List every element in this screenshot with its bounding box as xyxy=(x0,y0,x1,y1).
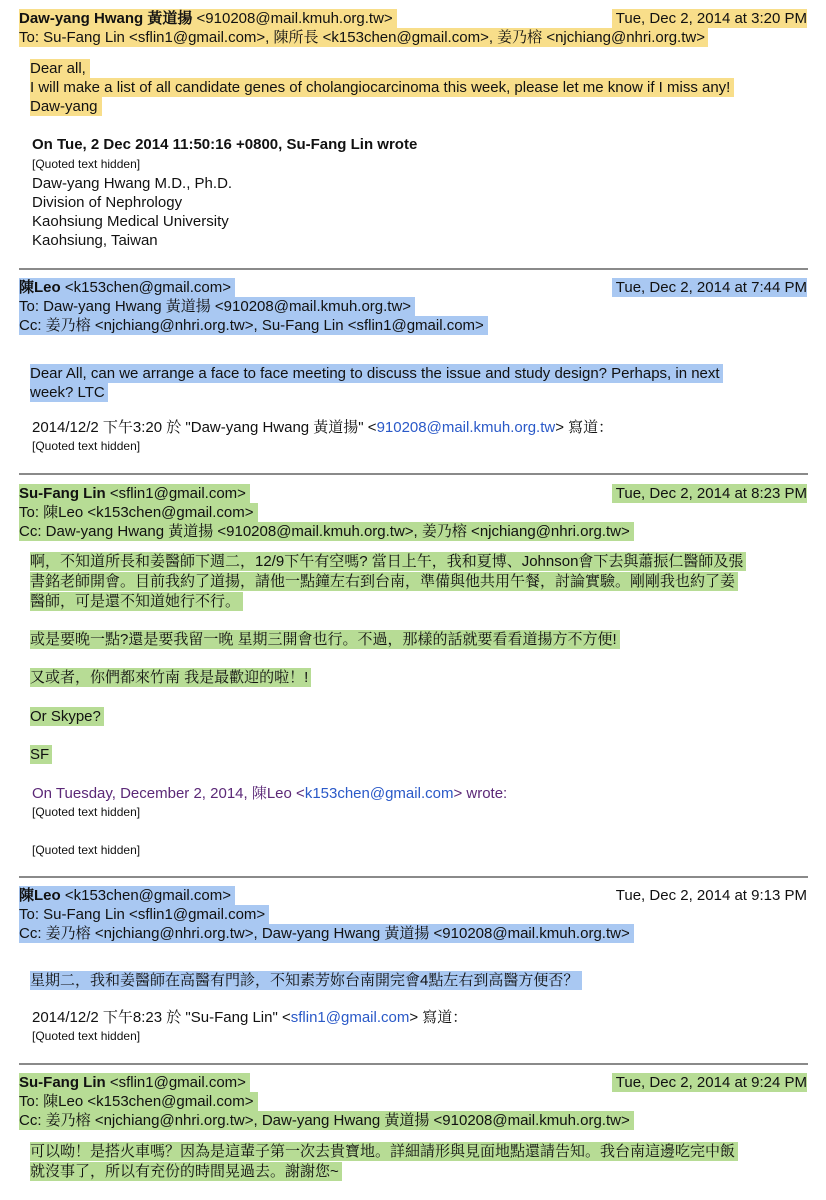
sender-name: Su-Fang Lin xyxy=(19,485,106,502)
reply-attribution xyxy=(32,418,613,437)
email-date: Tue, Dec 2, 2014 at 9:13 PM xyxy=(615,887,807,904)
email-date: Tue, Dec 2, 2014 at 8:23 PM xyxy=(612,484,807,503)
email-body-line: Daw-yang xyxy=(30,97,102,116)
email-link[interactable]: sflin1@gmail.com xyxy=(290,1009,410,1026)
email-body-line: 或是要晚一點?還是要我留一晚 星期三開會也行。不過，那樣的話就要看看道揚方不方便! xyxy=(30,630,620,649)
email-body-line: Dear all, xyxy=(30,59,90,78)
email-header-from xyxy=(19,278,235,297)
email-body-line: I will make a list of all candidate genes of cholangiocarcinoma this week, please let me know if I miss any! xyxy=(30,78,734,97)
quoted-text-hidden[interactable]: [Quoted text hidden] xyxy=(32,843,141,857)
sender-address: <sflin1@gmail.com> xyxy=(109,1074,246,1091)
email-cc: Cc: 姜乃榕 <njchiang@nhri.org.tw>, Daw-yang Hwang 黃道揚 <910208@mail.kmuh.org.tw> xyxy=(19,924,634,943)
signature-line: Kaohsiung, Taiwan xyxy=(32,232,158,249)
reply-attribution-text: On Tuesday, December 2, 2014, 陳Leo < xyxy=(32,785,305,802)
email-to: To: 陳Leo <k153chen@gmail.com> xyxy=(19,503,258,522)
email-to: To: Daw-yang Hwang 黃道揚 <910208@mail.kmuh.org.tw> xyxy=(19,297,415,316)
email-date: Tue, Dec 2, 2014 at 9:24 PM xyxy=(612,1073,807,1092)
email-to: To: Su-Fang Lin <sflin1@gmail.com>, 陳所長 <k153chen@gmail.com>, 姜乃榕 <njchiang@nhri.org.tw> xyxy=(19,28,708,47)
email-to: To: Su-Fang Lin <sflin1@gmail.com> xyxy=(19,905,269,924)
sender-name: Daw-yang Hwang 黃道揚 xyxy=(19,10,193,27)
email-body-line: 書銘老師開會。目前我約了道揚，請他一點鐘左右到台南，準備與他共用午餐，討論實驗。剛剛我也約了姜 xyxy=(30,572,738,591)
message-divider xyxy=(19,876,808,878)
email-body-line: 又或者，你們都來竹南 我是最歡迎的啦！! xyxy=(30,668,311,687)
email-header-from xyxy=(19,1073,250,1092)
email-body-line: week? LTC xyxy=(30,383,108,402)
email-body-line: 就沒事了，所以有充份的時間晃過去。謝謝您~ xyxy=(30,1162,342,1181)
reply-attribution xyxy=(32,784,507,803)
email-date: Tue, Dec 2, 2014 at 7:44 PM xyxy=(612,278,807,297)
sender-address: <k153chen@gmail.com> xyxy=(64,887,231,904)
email-cc: Cc: 姜乃榕 <njchiang@nhri.org.tw>, Daw-yang Hwang 黃道揚 <910208@mail.kmuh.org.tw> xyxy=(19,1111,634,1130)
quoted-text-hidden[interactable]: [Quoted text hidden] xyxy=(32,1029,141,1043)
email-to: To: 陳Leo <k153chen@gmail.com> xyxy=(19,1092,258,1111)
email-header-from xyxy=(19,484,250,503)
sender-name: 陳Leo xyxy=(19,887,61,904)
email-cc: Cc: 姜乃榕 <njchiang@nhri.org.tw>, Su-Fang Lin <sflin1@gmail.com> xyxy=(19,316,488,335)
message-divider xyxy=(19,473,808,475)
message-divider xyxy=(19,1063,808,1065)
email-body-line: Dear All, can we arrange a face to face meeting to discuss the issue and study design? Perhaps, in next xyxy=(30,364,723,383)
email-body-line: Or Skype? xyxy=(30,707,104,726)
sender-name: 陳Leo xyxy=(19,279,61,296)
quoted-text-hidden[interactable]: [Quoted text hidden] xyxy=(32,805,141,819)
sender-address: <910208@mail.kmuh.org.tw> xyxy=(196,10,393,27)
signature-line: Kaohsiung Medical University xyxy=(32,213,229,230)
sender-name: Su-Fang Lin xyxy=(19,1074,106,1091)
email-body-line: 醫師，可是還不知道她行不行。 xyxy=(30,592,243,611)
reply-attribution-text: 2014/12/2 下午3:20 於 "Daw-yang Hwang 黃道揚" < xyxy=(32,419,377,436)
sender-address: <sflin1@gmail.com> xyxy=(109,485,246,502)
email-header-from xyxy=(19,9,397,28)
email-body-line: SF xyxy=(30,745,52,764)
email-date: Tue, Dec 2, 2014 at 3:20 PM xyxy=(612,9,807,28)
quoted-text-hidden[interactable]: [Quoted text hidden] xyxy=(32,157,141,171)
reply-attribution-text: 2014/12/2 下午8:23 於 "Su-Fang Lin" < xyxy=(32,1009,291,1026)
reply-attribution-text: > 寫道： xyxy=(555,419,614,436)
reply-attribution-text: > 寫道： xyxy=(409,1009,468,1026)
reply-attribution-text: > wrote: xyxy=(453,785,508,802)
message-divider xyxy=(19,268,808,270)
email-link[interactable]: 910208@mail.kmuh.org.tw xyxy=(376,419,556,436)
email-link[interactable]: k153chen@gmail.com xyxy=(304,785,454,802)
signature-line: Daw-yang Hwang M.D., Ph.D. xyxy=(32,175,233,192)
email-cc: Cc: Daw-yang Hwang 黃道揚 <910208@mail.kmuh.org.tw>, 姜乃榕 <njchiang@nhri.org.tw> xyxy=(19,522,634,541)
email-body-line: 啊，不知道所長和姜醫師下週二，12/9下午有空嗎? 當日上午，我和夏博、Johnson會下去與蕭振仁醫師及張 xyxy=(30,552,746,571)
quote-header: On Tue, 2 Dec 2014 11:50:16 +0800, Su-Fang Lin wrote xyxy=(32,136,418,153)
signature-line: Division of Nephrology xyxy=(32,194,183,211)
quoted-text-hidden[interactable]: [Quoted text hidden] xyxy=(32,439,141,453)
sender-address: <k153chen@gmail.com> xyxy=(64,279,231,296)
email-header-from xyxy=(19,886,235,905)
reply-attribution xyxy=(32,1008,467,1027)
email-body-line: 星期二，我和姜醫師在高醫有門診，不知素芳妳台南開完會4點左右到高醫方便否？ xyxy=(30,971,582,990)
email-body-line: 可以呦！是搭火車嗎？因為是這輩子第一次去貴寶地。詳細請形與見面地點還請告知。我台南這邊吃完中飯 xyxy=(30,1142,738,1161)
